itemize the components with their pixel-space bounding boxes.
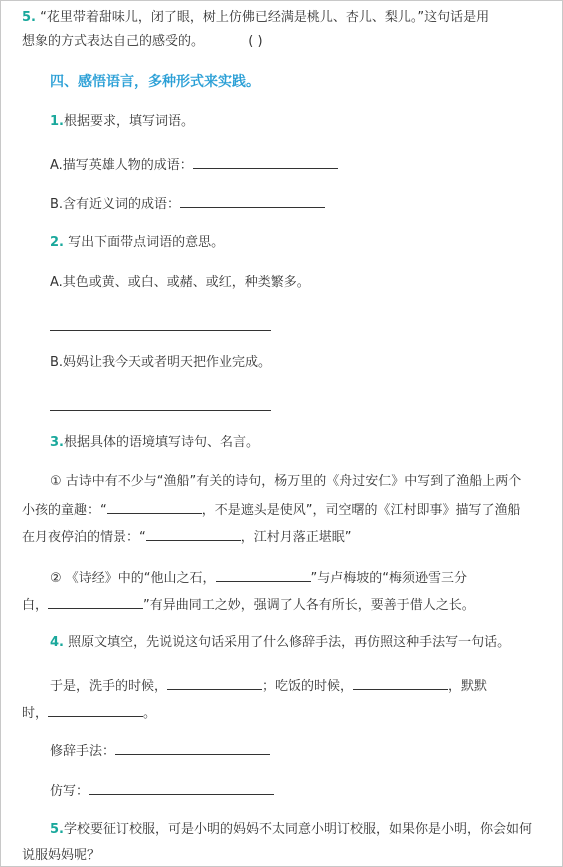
q2-heading (50, 234, 224, 252)
q1-a-text: A.描写英雄人物的成语： (50, 158, 193, 173)
q4-line2-start: 时， (22, 706, 49, 721)
q3-p2-line2 (22, 595, 475, 615)
q4-heading (50, 634, 510, 652)
q5-top-text: “花里带着甜味儿，闭了眼，树上仿佛已经满是桃儿、杏儿、梨儿。”这句话是用 (40, 10, 490, 25)
q5-top-line1 (22, 9, 489, 27)
q4-line1-start: 于是，洗手的时候， (50, 679, 168, 694)
q2-a-text: A.其色或黄、或白、或赭、或红，种类繁多。 (50, 275, 310, 290)
q4-line1-end: ，默默 (448, 679, 488, 694)
q5-top-number: 5. (22, 10, 36, 25)
q1-b (50, 194, 325, 214)
q3-heading (50, 434, 259, 452)
q3-p1-line3 (22, 527, 352, 547)
q4-line1 (50, 676, 487, 696)
q1-a (50, 155, 338, 175)
q4-line2-end: 。 (143, 706, 157, 721)
q3-p2-line2-start: 白， (22, 598, 49, 613)
q4-text: 照原文填空，先说说这句话采用了什么修辞手法，再仿照这种手法写一句话。 (68, 635, 511, 650)
q4-imitate-label: 仿写： (50, 784, 90, 799)
q2-a-answer-line[interactable] (50, 330, 271, 331)
q1-b-blank[interactable] (180, 194, 325, 208)
q4-blank2[interactable] (353, 676, 448, 690)
q3-p2-line1-start: ② 《诗经》中的“他山之石， (50, 571, 216, 586)
q3-p2-line2-end: ”有异曲同工之妙，强调了人各有所长，要善于借人之长。 (143, 598, 475, 613)
q4-rhetoric-blank[interactable] (115, 741, 270, 755)
q3-p2-blank2[interactable] (48, 595, 143, 609)
q3-p2-blank1[interactable] (216, 568, 311, 582)
q3-text: 根据具体的语境填写诗句、名言。 (63, 435, 259, 450)
answer-paren[interactable]: ( ) (248, 34, 263, 49)
q5-number: 5. (50, 822, 64, 837)
q4-line1-mid: ；吃饭的时候， (262, 679, 354, 694)
q2-b-text: B.妈妈让我今天或者明天把作业完成。 (50, 355, 272, 370)
q1-a-blank[interactable] (193, 155, 338, 169)
q1-heading (50, 113, 194, 131)
q3-p1-line2-end: ，不是遮头是使风”，司空曙的《江村即事》描写了渔船 (201, 503, 521, 518)
q5-heading (50, 821, 532, 839)
q4-rhetoric-label: 修辞手法： (50, 744, 116, 759)
q3-p1-line2-start: 小孩的童趣：“ (22, 503, 107, 518)
q3-p2-line1-end: ”与卢梅坡的“梅须逊雪三分 (310, 571, 468, 586)
q3-p1-line3-end: ，江村月落正堪眠” (240, 530, 352, 545)
section4-title: 四、感悟语言，多种形式来实践。 (50, 74, 260, 90)
q1-b-text: B.含有近义词的成语： (50, 197, 181, 212)
q3-p1-line3-start: 在月夜停泊的情景：“ (22, 530, 146, 545)
q1-number: 1. (50, 114, 64, 129)
q4-imitate-blank[interactable] (89, 781, 274, 795)
q2-b-answer-line[interactable] (50, 410, 271, 411)
q5-text: 学校要征订校服，可是小明的妈妈不太同意小明订校服，如果你是小明，你会如何 (63, 822, 532, 837)
q4-line2 (22, 703, 156, 723)
q4-rhetoric (50, 741, 270, 761)
q5-top-text-2: 想象的方式表达自己的感受的。 (22, 34, 205, 49)
q3-p2-line1 (50, 568, 467, 588)
q4-blank1[interactable] (167, 676, 262, 690)
q2-text: 写出下面带点词语的意思。 (68, 235, 225, 250)
q4-number: 4. (50, 635, 64, 650)
q3-p1-blank1[interactable] (107, 500, 202, 514)
q4-imitate (50, 781, 274, 801)
q3-p1-line1: ① 古诗中有不少与“渔船”有关的诗句，杨万里的《舟过安仁》中写到了渔船上两个 (50, 474, 522, 489)
q3-number: 3. (50, 435, 64, 450)
q4-blank3[interactable] (48, 703, 143, 717)
q1-text: 根据要求，填写词语。 (63, 114, 194, 129)
q5-top-line2 (22, 33, 263, 51)
q3-p1-blank2[interactable] (146, 527, 241, 541)
q2-number: 2. (50, 235, 64, 250)
q3-p1-line2 (22, 500, 521, 520)
q5-line2: 说服妈妈呢？ (22, 848, 101, 863)
